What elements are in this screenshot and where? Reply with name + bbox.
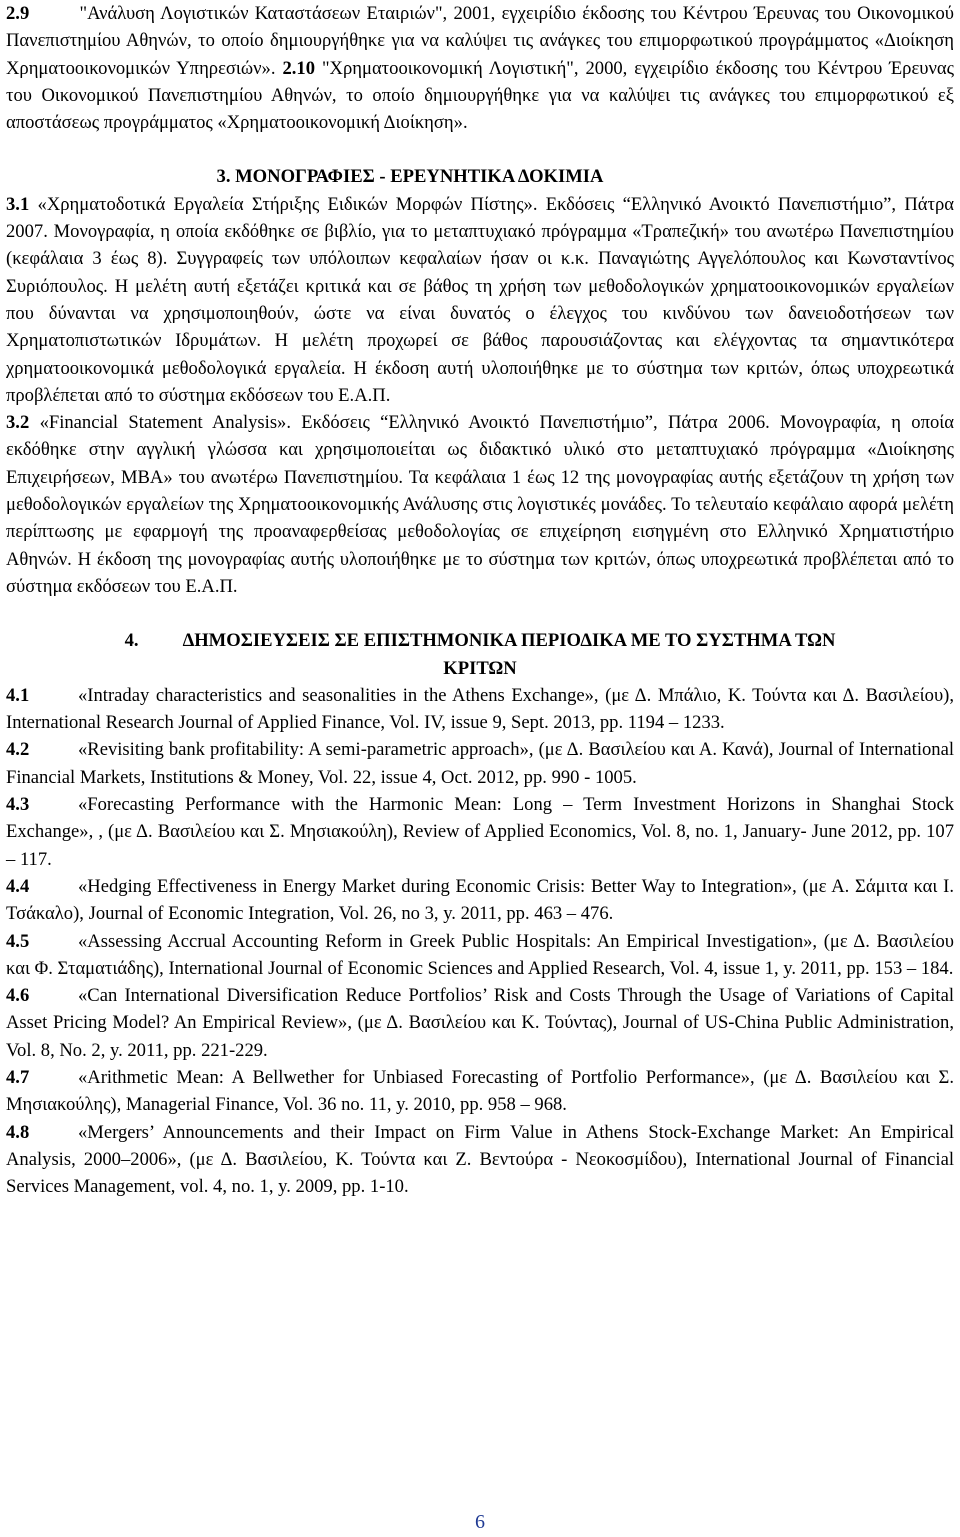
- section-4-title-line2: ΚΡΙΤΩΝ: [443, 657, 517, 679]
- section-4-heading: [6, 627, 954, 682]
- publication-item: [6, 791, 954, 873]
- item-3-1-number: 3.1: [6, 193, 30, 215]
- item-2-9-text: "Ανάλυση Λογιστικών Καταστάσεων Εταιριών", 2001, εγχειρίδιο έκδοσης του Κέντρου Έρευνας του Οικονομικού Πανεπιστημίου Αθηνών, το οποίο δημιουργήθηκε για να καλύψει τις ανάγκες του επιμορφωτικού προγράμματος «Διοίκηση Χρηματοοικονομικών Υπηρεσιών».: [6, 3, 955, 79]
- publication-item: [6, 736, 954, 791]
- item-2-9: [6, 0, 954, 136]
- item-3-2: [6, 409, 954, 600]
- publication-item: [6, 873, 954, 928]
- publication-text: «Forecasting Performance with the Harmonic Mean: Long – Term Investment Horizons in Shanghai Stock Exchange», , (με Δ. Βασιλείου και Σ. Μησιακούλη), Review of Applied Economics, Vol. 8, no. 1, January- June 2012, pp. 107 – 117.: [6, 794, 954, 870]
- page-number: 6: [475, 1511, 485, 1533]
- item-3-1: [6, 191, 954, 409]
- publication-text: «Can International Diversification Reduce Portfolios’ Risk and Costs Through the Usage of Variations of Capital Asset Pricing Model? An Empirical Review», (με Δ. Βασιλείου και Κ. Τούντας), Journal of US-China Public Administration, Vol. 8, No. 2, y. 2011, pp. 221-229.: [6, 985, 954, 1061]
- publication-number: 4.3: [6, 794, 30, 816]
- publication-text: «Mergers’ Announcements and their Impact on Firm Value in Athens Stock-Exchange Market: An Empirical Analysis, 2000–2006», (με Δ. Βασιλείου, Κ. Τούντα και Ζ. Βεντούρα - Νεοκοσμίδου), International Journal of Financial Services Management, vol. 4, no. 1, y. 2009, pp. 1-10.: [6, 1121, 954, 1198]
- publication-number: 4.6: [6, 985, 30, 1007]
- publication-item: [6, 1119, 954, 1201]
- publication-text: «Assessing Accrual Accounting Reform in Greek Public Hospitals: An Empirical Investigation», (με Δ. Βασιλείου και Φ. Σταματιάδης), International Journal of Economic Sciences and Applied Research, Vol. 4, issue 1, y. 2011, pp. 153 – 184.: [6, 930, 954, 979]
- publication-item: [6, 682, 954, 737]
- publication-number: 4.2: [6, 739, 30, 761]
- publication-item: [6, 928, 954, 983]
- publication-item: [6, 1064, 954, 1119]
- publication-number: 4.7: [6, 1066, 30, 1088]
- publication-item: [6, 982, 954, 1064]
- publication-number: 4.5: [6, 930, 30, 952]
- publication-number: 4.1: [6, 684, 30, 706]
- item-2-9-number: 2.9: [6, 3, 30, 24]
- section-4-title-line1: ΔΗΜΟΣΙΕΥΣΕΙΣ ΣΕ ΕΠΙΣΤΗΜΟΝΙΚΑ ΠΕΡΙΟΔΙΚΑ ΜΕ ΤΟ ΣΥΣΤΗΜΑ ΤΩΝ: [182, 630, 836, 652]
- publication-text: «Hedging Effectiveness in Energy Market during Economic Crisis: Better Way to Integration», (με Α. Σάμιτα και Ι. Τσάκαλο), Journal of Economic Integration, Vol. 26, no 3, y. 2011, pp. 463 – 476.: [6, 875, 954, 925]
- publication-text: «Arithmetic Mean: A Bellwether for Unbiased Forecasting of Portfolio Performance», (με Δ. Βασιλείου και Σ. Μησιακούλης), Managerial Finance, Vol. 36 no. 11, y. 2010, pp. 958 – 968.: [6, 1066, 954, 1116]
- item-2-10-text: "Χρηματοοικονομική Λογιστική", 2000, εγχειρίδιο έκδοσης του Κέντρου Έρευνας του Οικονομικού Πανεπιστημίου Αθηνών, το οποίο δημιουργήθηκε για να καλύψει τις ανάγκες του επιμορφωτικού εξ αποστάσεως προγράμματος «Χρηματοοικονομική Διοίκηση».: [6, 57, 954, 134]
- item-2-10-number: 2.10: [282, 57, 315, 79]
- item-3-2-text: «Financial Statement Analysis». Εκδόσεις “Ελληνικό Ανοικτό Πανεπιστήμιο”, Πάτρα 2006. Μονογραφία, η οποία εκδόθηκε στην αγγλική γλώσσα και χρησιμοποιείται ως διδακτικό υλικό στο μεταπτυχιακό πρόγραμμα «Διοίκησης Επιχειρήσεων, ΜΒΑ» του ανωτέρω Πανεπιστημίου. Τα κεφάλαια 1 έως 12 της μονογραφίας αυτής εξετάζουν τη χρήση των μεθοδολογικών εργαλείων της Χρηματοοικονομικής Ανάλυσης στις λογιστικές μονάδες. Το τελευταίο κεφάλαιο αφορά μελέτη περίπτωσης με εφαρμογή της προαναφερθείσας μεθοδολογίας σε επιχείρηση εισηγμένη στο Ελληνικό Χρηματιστήριο Αθηνών. Η έκδοση της μονογραφίας αυτής υλοποιήθηκε με το σύστημα των κριτών, όπως υποχρεωτικά προβλέπεται από το σύστημα εκδόσεων του Ε.Α.Π.: [6, 412, 954, 597]
- section-4-number: 4.: [124, 630, 139, 652]
- publication-list: [6, 682, 954, 1201]
- publication-text: «Intraday characteristics and seasonalities in the Athens Exchange», (με Δ. Μπάλιο, Κ. Τούντα και Δ. Βασιλείου), International Research Journal of Applied Finance, Vol. IV, issue 9, Sept. 2013, pp. 1194 – 1233.: [6, 684, 954, 734]
- item-3-2-number: 3.2: [6, 412, 30, 434]
- publication-number: 4.4: [6, 875, 30, 897]
- document-page: [6, 0, 954, 1200]
- publication-number: 4.8: [6, 1121, 30, 1143]
- section-3-heading: 3. ΜΟΝΟΓΡΑΦΙΕΣ - ΕΡΕΥΝΗΤΙΚΑ ΔΟΚΙΜΙΑ: [216, 166, 604, 188]
- publication-text: «Revisiting bank profitability: A semi-parametric approach», (με Δ. Βασιλείου και Α. Κανά), Journal of International Financial Markets, Institutions & Money, Vol. 22, issue 4, Oct. 2012, pp. 990 - 1005.: [6, 739, 954, 788]
- item-3-1-text: «Χρηματοδοτικά Εργαλεία Στήριξης Ειδικών Μορφών Πίστης». Εκδόσεις “Ελληνικό Ανοικτό Πανεπιστήμιο”, Πάτρα 2007. Μονογραφία, η οποία εκδόθηκε σε βιβλίο, για το μεταπτυχιακό πρόγραμμα «Τραπεζική» του ανωτέρω Πανεπιστημίου (κεφάλαια 3 έως 8). Συγγραφείς των υπόλοιπων κεφαλαίων ήσαν οι κ.κ. Παναγιώτης Αγγελόπουλος και Κωνσταντίνος Συριόπουλος. Η μελέτη αυτή εξετάζει κριτικά και σε βάθος τη χρήση των μεθοδολογικών χρηματοοικονομικών εργαλείων που δύνανται να χρησιμοποιηθούν, ώστε να είναι δυνατός ο έλεγχος του κινδύνου των δανειοδοτήσεων των Χρηματοπιστωτικών Ιδρυμάτων. Η μελέτη προχωρεί σε βάθος παρουσιάζοντας και ελέγχοντας τα σημαντικότερα χρηματοοικονομικά μεθοδολογικά εργαλεία. Η έκδοση αυτή υλοποιήθηκε με το σύστημα των κριτών, όπως υποχρεωτικά προβλέπεται από το σύστημα εκδόσεων του Ε.Α.Π.: [6, 193, 954, 406]
